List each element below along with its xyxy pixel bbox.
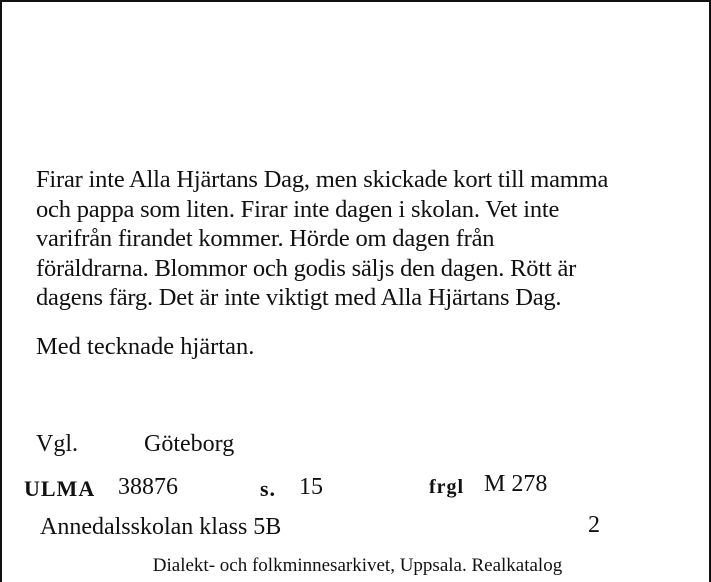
card-note: Med tecknade hjärtan. [36, 333, 255, 360]
body-line: och pappa som liten. Firar inte dagen i skolan. Vet inte [36, 195, 560, 223]
frgl-value: M 278 [484, 471, 548, 497]
body-line: Firar inte Alla Hjärtans Dag, men skickade kort till mamma [36, 166, 609, 193]
s-number: 15 [299, 474, 323, 500]
body-line: dagens färg. Det är inte viktigt med Alla Hjärtans Dag. [36, 284, 562, 311]
vgl-label: Vgl. [36, 431, 78, 457]
body-line: varifrån firandet kommer. Hörde om dagen från [36, 225, 495, 252]
page-count: 2 [588, 512, 600, 538]
s-label: s. [260, 476, 277, 501]
body-line: föräldrarna. Blommor och godis säljs den dagen. Rött är [36, 254, 577, 282]
place-name: Göteborg [144, 431, 235, 457]
ulma-label: ULMA [24, 476, 96, 501]
ulma-number: 38876 [118, 474, 178, 500]
archive-footer: Dialekt- och folkminnesarkivet, Uppsala. Realkatalog [152, 555, 563, 576]
school-name: Annedalsskolan klass 5B [40, 514, 282, 540]
frgl-label: frgl [429, 476, 465, 498]
card-body-text [36, 165, 696, 313]
